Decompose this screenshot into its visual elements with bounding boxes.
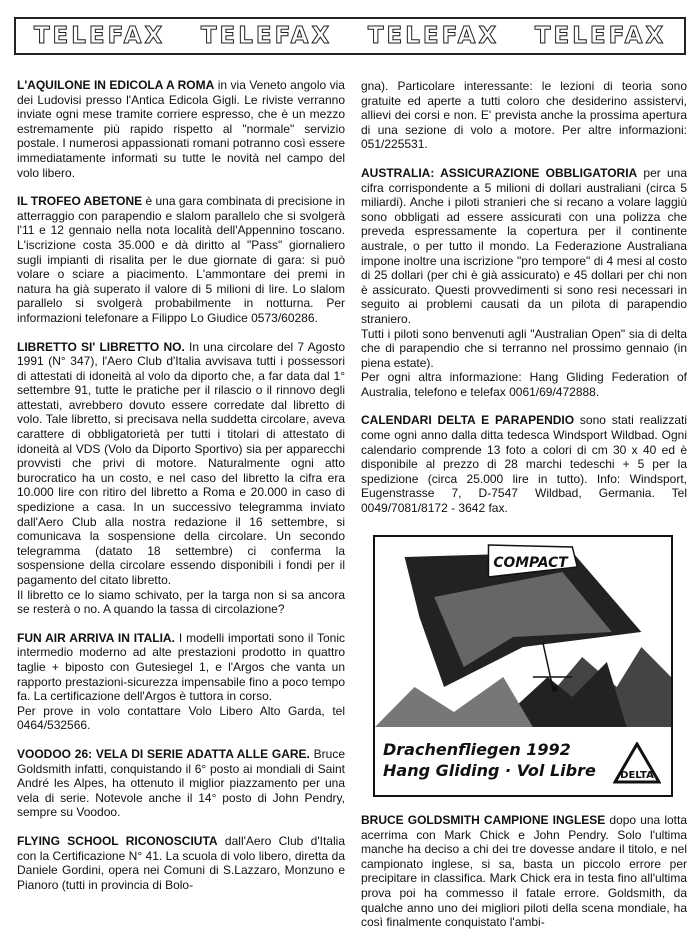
article-headline: FLYING SCHOOL RICONOSCIUTA bbox=[17, 833, 218, 848]
article-body: è una gara combinata di precisione in atterraggio con parapendio e slalom parallelo che si svolgerà l'11 e 12 gennaio nella nota località dell'Appennino toscano. L'iscrizione costa 35.000 e dà diritto al "Pass" giornaliero sugli impianti di risalita per le due giornate di gara: si può volare o sciare a piacimento. L'ammontare dei premi in natura ha già superato il valore di 5 milioni di lire. Lo slalom parallelo si svolgerà probabilmente in notturna. Per informazioni telefonare a Filippo Lo Giudice 0573/60286. bbox=[17, 194, 345, 325]
article-headline: BRUCE GOLDSMITH CAMPIONE INGLESE bbox=[361, 813, 606, 827]
bottom-article-column bbox=[361, 813, 687, 944]
article-body: per una cifra corrispondente a 5 milioni di dollari australiani (circa 5 miliardi). Anche i piloti stranieri che si recano a volare laggiù sono obbligati ad essere assicurati con una polizza che preveda espressamente la copertura per il continente australe, o per tutto il mondo. La Federazione Australiana impone inoltre una iscrizione "pro tempore" di 4 mesi al costo di 25 dollari (per chi è già assicurato) e 45 dollari per chi non è assicurato. Questi provvedimenti si sono resi necessari in seguito ai problemi causati da un pilota di parapendio straniero. bbox=[361, 165, 687, 326]
article-extra: Tutti i piloti sono benvenuti agli "Australian Open" sia di delta che di parapendio che si terranno nel prossimo gennaio (in piena estate). bbox=[361, 326, 687, 370]
article-headline: CALENDARI DELTA E PARAPENDIO bbox=[361, 413, 575, 428]
article-aquilone bbox=[17, 78, 345, 180]
article-voodoo bbox=[17, 747, 345, 820]
article-headline: LIBRETTO SI' LIBRETTO NO. bbox=[17, 339, 185, 354]
article-flying-school-cont bbox=[361, 79, 687, 152]
article-body: I modelli importati sono il Tonic intermedio moderno ad alte prestazioni prodotto in quattro taglie + biposto con Gutesiegel 1, e l'Argos che vanta un rapporto prestazioni-sicurezza impensabile fino a poco tempo fa. La certificazione dell'Argos è tuttora in corso. bbox=[17, 630, 345, 704]
hang-glider-photo bbox=[375, 537, 671, 727]
article-body: Bruce Goldsmith infatti, conquistando il 6° posto ai mondiali di Saint André les Alpes, ha ottenuto il miglior piazzamento per una vela di serie. Notevole anche il 14° posto di John Pendry, sempre su Voodoo. bbox=[17, 746, 345, 820]
article-trofeo bbox=[17, 194, 345, 325]
banner-word: TELEFAX bbox=[200, 23, 333, 49]
article-calendari bbox=[361, 413, 687, 515]
article-body: sono stati realizzati come ogni anno dalla ditta tedesca Windsport Wildbad. Ogni calendario comprende 13 foto a colori di cm 30 x 40 ed è disponibile al prezzo di 28 marchi tedeschi + 5 per la spedizione (circa 25.000 lire in tutto). Info: Windsport, Eugenstrasse 7, D-7547 Wildbad, Germania. Tel 0049/7081/8172 - 3642 fax. bbox=[361, 413, 687, 516]
article-extra: Per prove in volo contattare Volo Libero Alto Garda, tel 0464/532566. bbox=[17, 703, 345, 733]
article-headline: L'AQUILONE IN EDICOLA A ROMA bbox=[17, 78, 215, 92]
article-extra: Il libretto ce lo siamo schivato, per la targa non si sa ancora se resterà o no. A quando la tassa di circolazione? bbox=[17, 587, 345, 617]
article-body: dall'Aero Club d'Italia con la Certificazione N° 41. La scuola di volo libero, diretta da Daniele Gordini, opera nei Comuni di S.Lazzaro, Monzuno e Pianoro (tutti in provincia di Bolo- bbox=[17, 833, 345, 892]
article-headline: AUSTRALIA: ASSICURAZIONE OBBLIGATORIA bbox=[361, 165, 638, 180]
article-flying-school bbox=[17, 834, 345, 892]
article-fun-air bbox=[17, 631, 345, 733]
article-goldsmith bbox=[361, 813, 687, 930]
right-column bbox=[361, 79, 687, 530]
banner-word: TELEFAX bbox=[367, 23, 500, 49]
banner-word: TELEFAX bbox=[33, 23, 166, 49]
article-body: dopo una lotta acerrima con Mark Chick e John Pendry. Solo l'ultima manche ha deciso a chi dei tre dovesse andare il titolo, e nel campionato inglese, si sa, basta un piccolo errore per precipitare in classifica. Mark Chick era in testa fino all'ultima prova poi ha commesso il fatale errore. Goldsmith, da qualche anno uno dei migliori piloti della scena mondiale, ha così finalmente conquistato l'ambi- bbox=[361, 813, 688, 930]
article-headline: IL TROFEO ABETONE bbox=[17, 194, 143, 209]
ad-subtitle: Hang Gliding · Vol Libre bbox=[383, 761, 596, 780]
article-body: gna). Particolare interessante: le lezioni di teoria sono gratuite ed aperte a tutti coloro che desiderino assistervi, allievi dei corsi e non. E' prevista anche la prossima apertura di una sezione di volo a motore. Per altre informazioni: 051/225531. bbox=[361, 79, 687, 152]
delta-logo bbox=[613, 742, 661, 784]
article-libretto bbox=[17, 340, 345, 617]
left-column bbox=[17, 78, 345, 906]
delta-logo-text: DELTA bbox=[620, 770, 654, 781]
banner-word: TELEFAX bbox=[534, 23, 667, 49]
article-australia bbox=[361, 166, 687, 400]
article-body: In una circolare del 7 Agosto 1991 (N° 347), l'Aero Club d'Italia avvisava tutti i possessori di attestati di idoneità al volo da diporto che, a far data dal 1° settembre 91, tutte le pratiche per il rilascio o il rinnovo degli attestati, avrebbero dovuto essere corredate dal libretto di volo. Tale libretto, si precisava nella suddetta circolare, aveva carattere di obbligatorietà per tutti i titolari di attestato di idoneità al VDS (Volo da Diporto Sportivo) sia per apparecchi provvisti che privi di motore. Naturalmente ogni atto burocratico ha un costo, e nel caso del libretto la cifra era 10.000 lire con ritiro del libretto a Roma e 20.000 in caso di spedizione a casa. In un successivo telegramma inviato dall'Aero Club alla nostra redazione il 16 settembre, si comunicava la sospensione della circolare. Un secondo telegramma (datato 18 settembre) ci conferma la sospensione della circolare essendo disponibili i fondi per il pagamento del citato libretto. bbox=[17, 339, 345, 587]
calendar-advertisement bbox=[373, 535, 673, 797]
article-headline: FUN AIR ARRIVA IN ITALIA. bbox=[17, 630, 175, 645]
article-headline: VOODOO 26: VELA DI SERIE ADATTA ALLE GARE. bbox=[17, 746, 310, 761]
article-extra: Per ogni altra informazione: Hang Gliding Federation of Australia, telefono e telefax 0061/69/472888. bbox=[361, 370, 687, 399]
ad-title: Drachenfliegen 1992 bbox=[383, 740, 571, 759]
glider-logo: COMPACT bbox=[493, 554, 568, 572]
article-body: in via Veneto angolo via dei Ludovisi presso l'Antica Edicola Gigli. Le riviste verranno inviate ogni mese tramite corriere espresso, che è un mezzo estremamente più rapido rispetto al "normale" servizio postale. I numerosi appassionati romani potranno così essere immediatamente informati su tutte le novità nel campo del volo libero. bbox=[17, 78, 345, 180]
telefax-banner bbox=[14, 17, 686, 55]
